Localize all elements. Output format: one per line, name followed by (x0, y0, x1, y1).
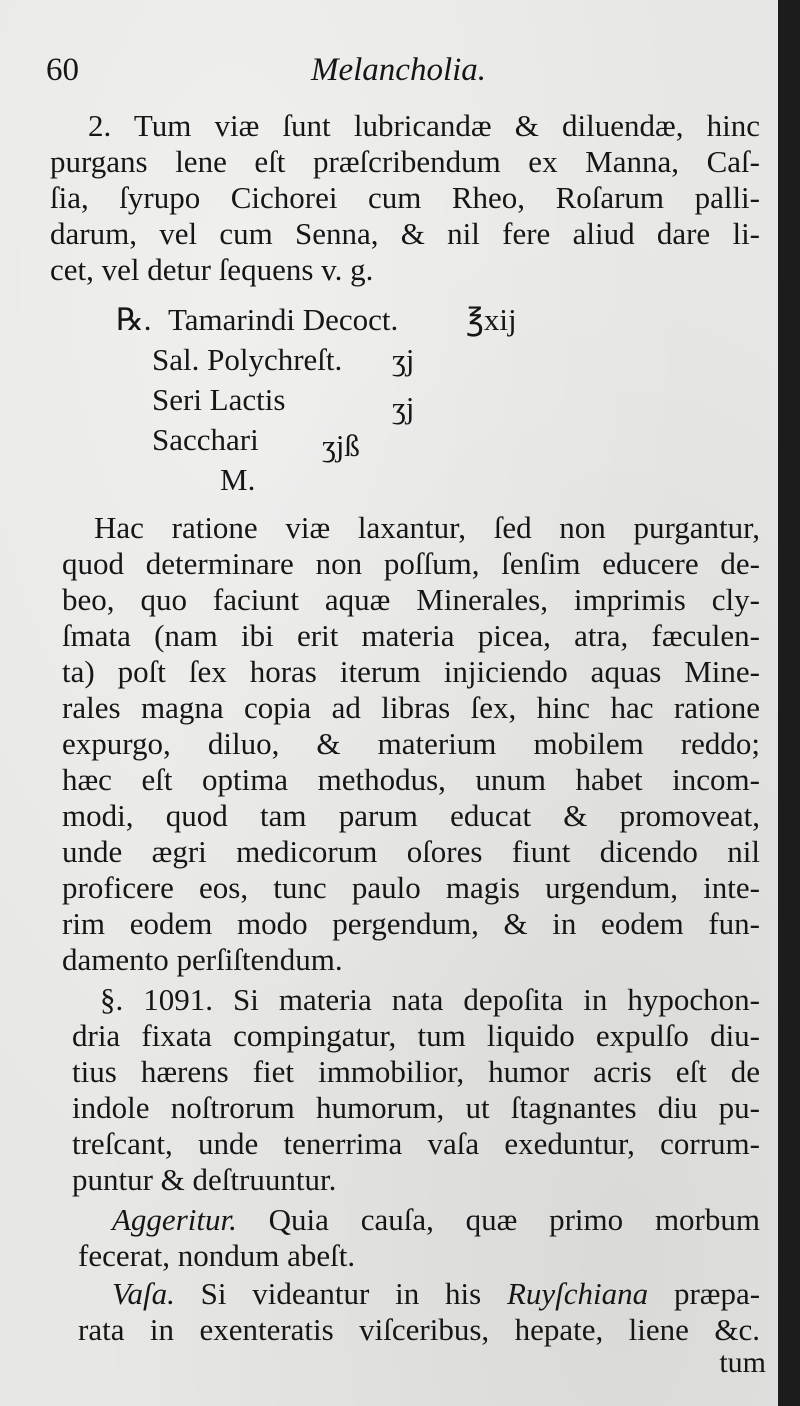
text-line: rales magna copia ad libras ſex, hinc hac ratione (62, 690, 760, 725)
text-line: indole noſtrorum humorum, ut ſtagnantes diu pu- (72, 1090, 760, 1125)
recipe-item-dose: ʒj (392, 342, 415, 377)
recipe-symbol: ℞. (116, 302, 152, 337)
text-line: hæc eſt optima methodus, unum habet incom- (62, 762, 760, 797)
text-span: Si videantur in his (200, 1276, 482, 1311)
text-span: Quia cauſa, quæ primo morbum (268, 1202, 760, 1237)
text-line (112, 1202, 760, 1238)
recipe-item-name: Sal. Polychreſt. (152, 342, 343, 377)
recipe-item-dose: ʒjß (322, 428, 360, 463)
text-line: proficere eos, tunc paulo magis urgendum, inte- (62, 870, 760, 905)
text-line: unde ægri medicorum oſores fiunt dicendo nil (62, 834, 760, 869)
text-line: darum, vel cum Senna, & nil fere aliud dare li- (50, 216, 760, 251)
text-line: expurgo, diluo, & materium mobilem reddo; (62, 726, 760, 761)
text-line: dria fixata compingatur, tum liquido expulſo diu- (72, 1018, 760, 1053)
text-line: damento perſiſtendum. (62, 942, 343, 977)
text-line: puntur & deſtruuntur. (72, 1162, 337, 1197)
aggeritur-label: Aggeritur. (112, 1202, 237, 1237)
page-footer (0, 1318, 778, 1379)
text-line: §. 1091. Si materia nata depoſita in hypochon- (100, 982, 760, 1017)
recipe-item-name: Tamarindi Decoct. (168, 302, 399, 337)
text-line: Hac ratione viæ laxantur, ſed non purgantur, (94, 510, 760, 545)
text-line: quod determinare non poſſum, ſenſim educere de- (62, 546, 760, 581)
recipe-misce: M. (220, 462, 256, 497)
text-line: purgans lene eſt præſcribendum ex Manna, Caſ- (50, 144, 760, 179)
text-line: tius hærens fiet immobilior, humor acris eſt de (72, 1054, 760, 1089)
text-line: ſia, ſyrupo Cichorei cum Rheo, Roſarum palli- (50, 180, 760, 215)
text-line: rata in exenteratis viſceribus, hepate, liene &c. (78, 1312, 760, 1347)
catchword: tum (719, 1346, 766, 1379)
text-line: 2. Tum viæ ſunt lubricandæ & diluendæ, hinc (88, 108, 760, 143)
page-header (46, 52, 746, 102)
text-line: fecerat, nondum abeſt. (78, 1238, 356, 1273)
text-line: modi, quod tam parum educat & promoveat, (62, 798, 760, 833)
text-line: beo, quo faciunt aquæ Minerales, imprimis cly- (62, 582, 760, 617)
running-title: Melancholia. (311, 52, 487, 88)
ruyschiana-word: Ruyſchiana (506, 1276, 649, 1311)
recipe-item-name: Sacchari (152, 422, 259, 457)
text-line: ſmata (nam ibi erit materia picea, atra, fæculen- (62, 618, 760, 653)
text-line: treſcant, unde tenerrima vaſa exeduntur, corrum- (72, 1126, 760, 1161)
vasa-label: Vaſa. (112, 1276, 175, 1311)
text-line (112, 1276, 760, 1312)
text-line: ta) poſt ſex horas iterum injiciendo aquas Mine- (62, 654, 760, 689)
recipe-item-name: Seri Lactis (152, 382, 286, 417)
text-line: rim eodem modo pergendum, & in eodem fun- (62, 906, 760, 941)
recipe-item-dose: ℥xij (466, 302, 517, 337)
recipe-item-dose: ʒj (392, 390, 415, 425)
text-line: cet, vel detur ſequens v. g. (50, 252, 374, 287)
page-number: 60 (46, 52, 79, 88)
text-span: præpa- (673, 1276, 761, 1311)
